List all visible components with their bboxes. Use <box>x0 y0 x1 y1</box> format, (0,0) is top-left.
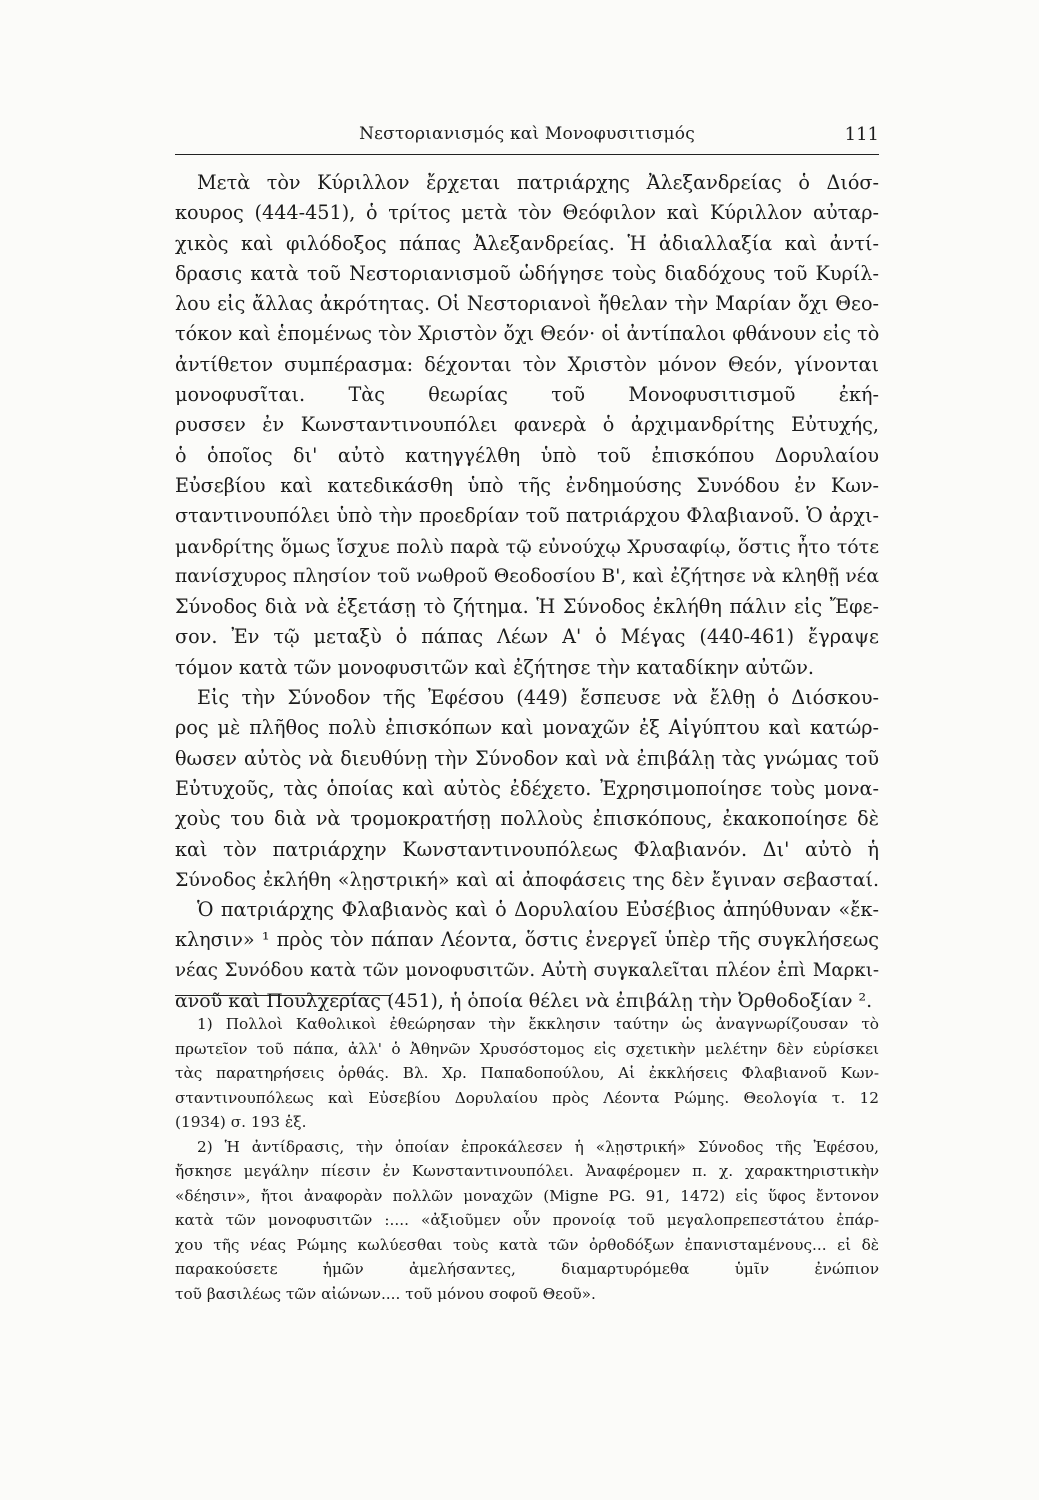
footnote-line: κατὰ τῶν μονοφυσιτῶν :.... «ἀξιοῦμεν οὖν προνοίᾳ τοῦ μεγαλοπρεπεστάτου ἐπάρ- <box>175 1211 879 1229</box>
body-line: Εἰς τὴν Σύνοδον τῆς Ἐφέσου (449) ἔσπευσε νὰ ἔλθῃ ὁ Διόσκου- <box>197 686 879 710</box>
body-line: καὶ τὸν πατριάρχην Κωνσταντινουπόλεως Φλαβιανόν. Δι' αὐτὸ ἡ <box>175 837 879 861</box>
body-line: κουρος (444-451), ὁ τρίτος μετὰ τὸν Θεόφιλον καὶ Κύριλλον αὐταρ- <box>175 201 879 225</box>
body-line: Ὁ πατριάρχης Φλαβιανὸς καὶ ὁ Δορυλαίου Εὐσέβιος ἀπηύθυναν «ἔκ- <box>197 898 879 922</box>
body-text <box>175 168 879 1016</box>
body-line: τόμον κατὰ τῶν μονοφυσιτῶν καὶ ἐζήτησε τὴν καταδίκην αὐτῶν. <box>175 655 814 679</box>
footnote-line: σταντινουπόλεως καὶ Εὐσεβίου Δορυλαίου πρὸς Λέοντα Ρώμης. Θεολογία τ. 12 <box>175 1088 879 1107</box>
body-line: Εὐτυχοῦς, τὰς ὁποίας καὶ αὐτὸς ἐδέχετο. Ἐχρησιμοποίησε τοὺς μονα- <box>175 776 879 800</box>
body-line: τόκον καὶ ἑπομένως τὸν Χριστὸν ὄχι Θεόν· οἱ ἀντίπαλοι φθάνουν εἰς τὸ <box>175 322 879 346</box>
footnote-line: ἤσκησε μεγάλην πίεσιν ἐν Κωνσταντινουπόλει. Ἀναφέρομεν π. χ. χαρακτηριστικὴν <box>175 1162 879 1180</box>
footnote-line: 1) Πολλοὶ Καθολικοὶ ἐθεώρησαν τὴν ἔκκλησιν ταύτην ὡς ἀναγνωρίζουσαν τὸ <box>197 1015 879 1033</box>
body-line: Εὐσεβίου καὶ κατεδικάσθη ὑπὸ τῆς ἐνδημούσης Συνόδου ἐν Κων- <box>175 473 879 497</box>
footnote-line: 2) Ἡ ἀντίδρασις, τὴν ὁποίαν ἐπροκάλεσεν ἡ «λῃστρική» Σύνοδος τῆς Ἐφέσου, <box>197 1137 879 1156</box>
running-head <box>175 124 879 154</box>
body-line: χικὸς καὶ φιλόδοξος πάπας Ἀλεξανδρείας. Ἡ ἀδιαλλαξία καὶ ἀντί- <box>175 231 879 255</box>
body-line: νέας Συνόδου κατὰ τῶν μονοφυσιτῶν. Αὐτὴ συγκαλεῖται πλέον ἐπὶ Μαρκι- <box>175 959 879 981</box>
running-title: Νεστοριανισμός καὶ Μονοφυσιτισμός <box>359 124 695 144</box>
body-line: ανοῦ καὶ Πουλχερίας (451), ἡ ὁποία θέλει νὰ ἐπιβάλῃ τὴν Ὀρθοδοξίαν ². <box>175 990 873 1013</box>
body-line: Σύνοδος διὰ νὰ ἐξετάσῃ τὸ ζήτημα. Ἡ Σύνοδος ἐκλήθη πάλιν εἰς Ἔφε- <box>175 595 879 619</box>
body-line: μανδρίτης ὅμως ἴσχυε πολὺ παρὰ τῷ εὐνούχῳ Χρυσαφίῳ, ὅστις ἦτο τότε <box>175 535 879 558</box>
footnote-rule <box>175 995 390 996</box>
footnote-line: τὰς παρατηρήσεις ὀρθάς. Βλ. Χρ. Παπαδοπούλου, Αἱ ἐκκλήσεις Φλαβιανοῦ Κων- <box>175 1064 879 1082</box>
footnote-line: χου τῆς νέας Ρώμης κωλύεσθαι τοὺς κατὰ τῶν ὀρθοδόξων ἐπανισταμένους... εἰ δὲ <box>175 1235 879 1254</box>
body-line: πανίσχυρος πλησίον τοῦ νωθροῦ Θεοδοσίου Β', καὶ ἐζήτησε νὰ κληθῇ νέα <box>175 565 879 587</box>
body-line: σον. Ἐν τῷ μεταξὺ ὁ πάπας Λέων Α' ὁ Μέγας (440-461) ἔγραψε <box>175 625 879 649</box>
body-line: χοὺς του διὰ νὰ τρομοκρατήσῃ πολλοὺς ἐπισκόπους, ἐκακοποίησε δὲ <box>175 807 879 831</box>
body-line: ὁ ὁποῖος δι' αὐτὸ κατηγγέλθη ὑπὸ τοῦ ἐπισκόπου Δορυλαίου <box>175 443 879 467</box>
footnote-line: τοῦ βασιλέως τῶν αἰώνων.... τοῦ μόνου σοφοῦ Θεοῦ». <box>175 1284 596 1303</box>
footnote-line: (1934) σ. 193 ἑξ. <box>175 1113 307 1131</box>
body-line: Μετὰ τὸν Κύριλλον ἔρχεται πατριάρχης Ἀλεξανδρείας ὁ Διόσ- <box>197 171 879 194</box>
body-line: σταντινουπόλει ὑπὸ τὴν προεδρίαν τοῦ πατριάρχου Φλαβιανοῦ. Ὁ ἀρχι- <box>175 504 879 528</box>
footnote-line: πρωτεῖον τοῦ πάπα, ἀλλ' ὁ Ἀθηνῶν Χρυσόστομος εἰς σχετικὴν μελέτην δὲν εὑρίσκει <box>175 1039 879 1058</box>
body-line: λου εἰς ἄλλας ἀκρότητας. Οἱ Νεστοριανοὶ ἤθελαν τὴν Μαρίαν ὄχι Θεο- <box>175 292 879 316</box>
body-line: ἀντίθετον συμπέρασμα: δέχονται τὸν Χριστὸν μόνον Θεόν, γίνονται <box>175 352 879 376</box>
footnote-line: παρακούσετε ἡμῶν ἀμελήσαντες, διαμαρτυρόμεθα ὑμῖν ἐνώπιον <box>175 1260 879 1278</box>
body-line: Σύνοδος ἐκλήθη «λῃστρική» καὶ αἱ ἀποφάσεις της δὲν ἔγιναν σεβασταί. <box>175 868 879 891</box>
footnote-line: «δέησιν», ἤτοι ἀναφορὰν πολλῶν μοναχῶν (Migne PG. 91, 1472) εἰς ὕφος ἔντονον <box>175 1186 879 1205</box>
body-line: κλησιν» ¹ πρὸς τὸν πάπαν Λέοντα, ὅστις ἐνεργεῖ ὑπὲρ τῆς συγκλήσεως <box>175 928 879 952</box>
body-line: μονοφυσῖται. Τὰς θεωρίας τοῦ Μονοφυσιτισμοῦ ἐκή- <box>175 383 879 407</box>
body-line: ρος μὲ πλῆθος πολὺ ἐπισκόπων καὶ μοναχῶν ἐξ Αἰγύπτου καὶ κατώρ- <box>175 716 879 740</box>
body-line: ρυσσεν ἐν Κωνσταντινουπόλει φανερὰ ὁ ἀρχιμανδρίτης Εὐτυχής, <box>175 413 879 437</box>
body-line: θωσεν αὐτὸς νὰ διευθύνῃ τὴν Σύνοδον καὶ νὰ ἐπιβάλῃ τὰς γνώμας τοῦ <box>175 746 879 770</box>
page-number: 111 <box>844 124 879 145</box>
header-rule <box>175 154 879 155</box>
body-line: δρασις κατὰ τοῦ Νεστοριανισμοῦ ὡδήγησε τοὺς διαδόχους τοῦ Κυρίλ- <box>175 261 879 285</box>
footnotes <box>175 1012 879 1306</box>
